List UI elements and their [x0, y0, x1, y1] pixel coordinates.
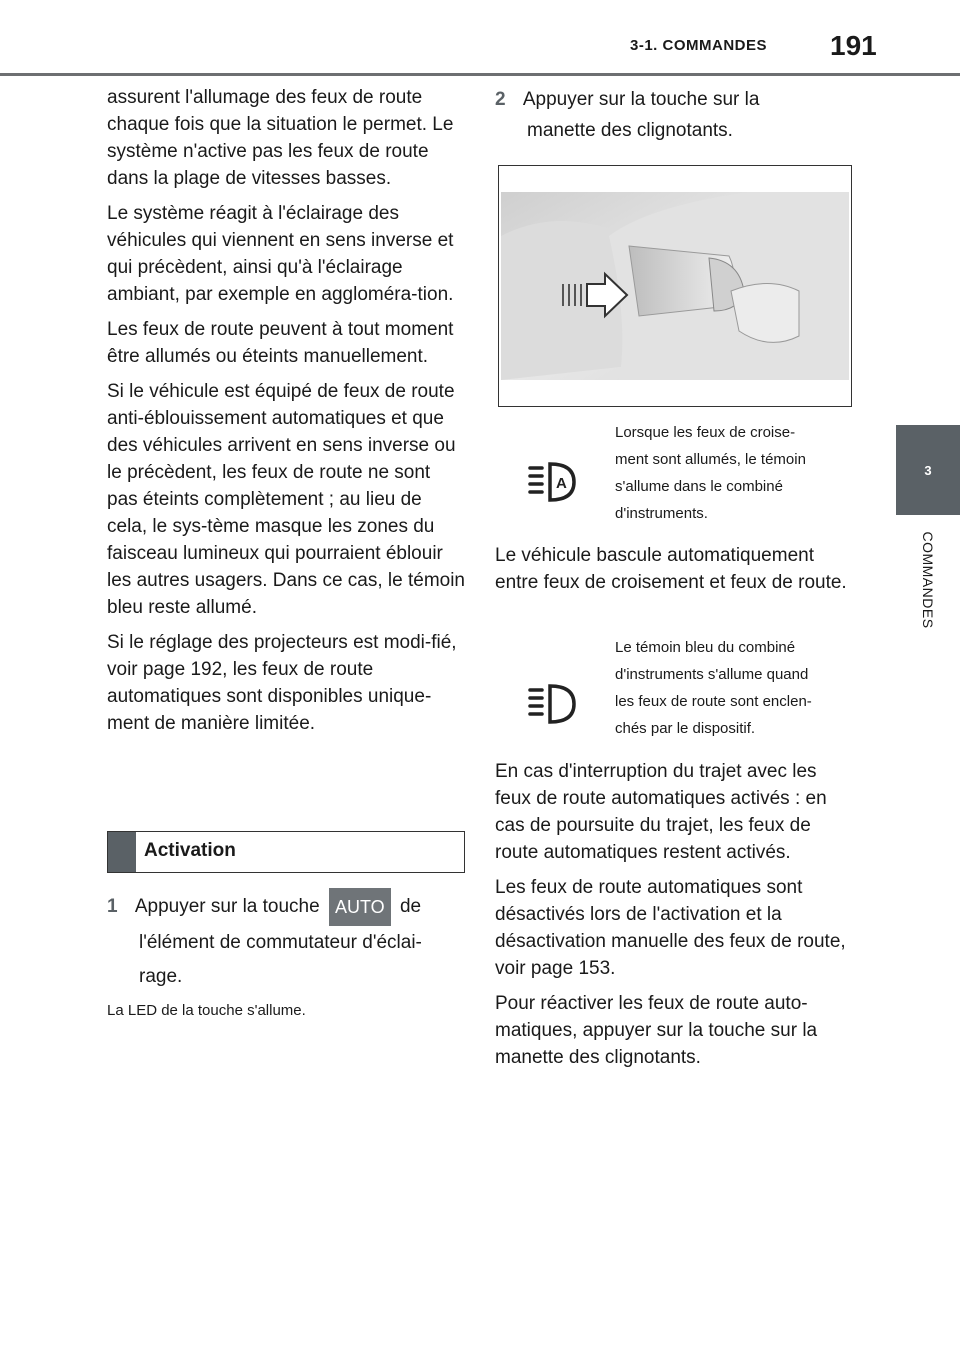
step-text: de — [399, 896, 422, 918]
step-number: 1 — [107, 896, 118, 918]
step-number: 2 — [495, 89, 506, 110]
paragraph: Le système réagit à l'éclairage des véhicules qui viennent en sens inverse et qui précèdent, ainsi qu'à l'éclairage ambiant, par exemple en aggloméra-tion. — [107, 203, 454, 305]
step-1 — [107, 888, 467, 994]
paragraph: Les feux de route peuvent à tout moment être allumés ou éteints manuellement. — [107, 319, 454, 367]
paragraph: En cas d'interruption du trajet avec les feux de route automatiques activés : en cas de poursuite du trajet, les feux de route automatiques restent activés. — [495, 761, 827, 863]
step-text-line3: rage. — [139, 966, 183, 987]
right-lower-text — [495, 758, 855, 1071]
text-line: Le témoin bleu du combiné — [615, 639, 796, 656]
header-rule — [0, 73, 960, 76]
step-text: Appuyer sur la touche sur la — [522, 89, 760, 110]
step-text-line2: l'élément de commutateur d'éclai- — [139, 932, 422, 953]
step-text: Appuyer sur la touche — [134, 896, 320, 918]
paragraph: Les feux de route automatiques sont désactivés lors de l'activation et la désactivation manuelle des feux de route, voir page 153. — [495, 877, 846, 979]
text-line: d'instruments. — [615, 505, 708, 522]
svg-text:A: A — [556, 475, 567, 492]
text-line: chés par le dispositif. — [615, 720, 756, 737]
section-title: Activation — [144, 840, 236, 861]
step-text-line2: manette des clignotants. — [527, 120, 733, 141]
paragraph: assurent l'allumage des feux de route chaque fois que la situation le permet. Le système n'active pas les feux de route dans la plage de vitesses basses. — [107, 87, 454, 189]
led-note: La LED de la touche s'allume. — [107, 1002, 306, 1019]
chapter-number: 3 — [924, 463, 932, 478]
high-beam-icon — [528, 684, 578, 729]
paragraph: Si le véhicule est équipé de feux de route anti-éblouissement automatiques et que des véhicules arrivent en sens inverse ou le précèdent, les feux de route ne sont pas éteints complètement ; au lieu de cela, le sys-tème masque les zones du faisceau lumineux qui pourraient éblouir les autres usagers. Dans ce cas, le témoin bleu reste allumé. — [107, 381, 466, 618]
page-number: 191 — [830, 30, 877, 61]
chapter-title: COMMANDES — [920, 531, 936, 629]
text-line: d'instruments s'allume quand — [615, 666, 809, 683]
section-bar — [108, 832, 136, 872]
paragraph: Si le réglage des projecteurs est modi-fié, voir page 192, les feux de route automatiques sont disponibles unique-ment de manière limitée. — [107, 632, 457, 734]
section-header: 3-1. COMMANDES — [630, 37, 768, 54]
turn-signal-stalk-illustration — [498, 165, 852, 407]
text-line: s'allume dans le combiné — [615, 478, 783, 495]
step-2 — [495, 84, 855, 146]
paragraph: Le véhicule bascule automatiquement entre feux de croisement et feux de route. — [495, 545, 847, 593]
text-line: les feux de route sont enclen- — [615, 693, 812, 710]
text-line: ment sont allumés, le témoin — [615, 451, 806, 468]
chapter-tab — [896, 425, 960, 515]
indicator2-description — [615, 634, 855, 742]
auto-key-label: AUTO — [329, 888, 391, 926]
left-column — [107, 84, 465, 745]
text-line: Lorsque les feux de croise- — [615, 424, 796, 441]
activation-section-box — [107, 831, 465, 873]
paragraph: Pour réactiver les feux de route auto-matiques, appuyer sur la touche sur la manette des clignotants. — [495, 993, 818, 1068]
auto-high-beam-icon — [528, 462, 578, 507]
indicator1-description — [615, 419, 855, 527]
